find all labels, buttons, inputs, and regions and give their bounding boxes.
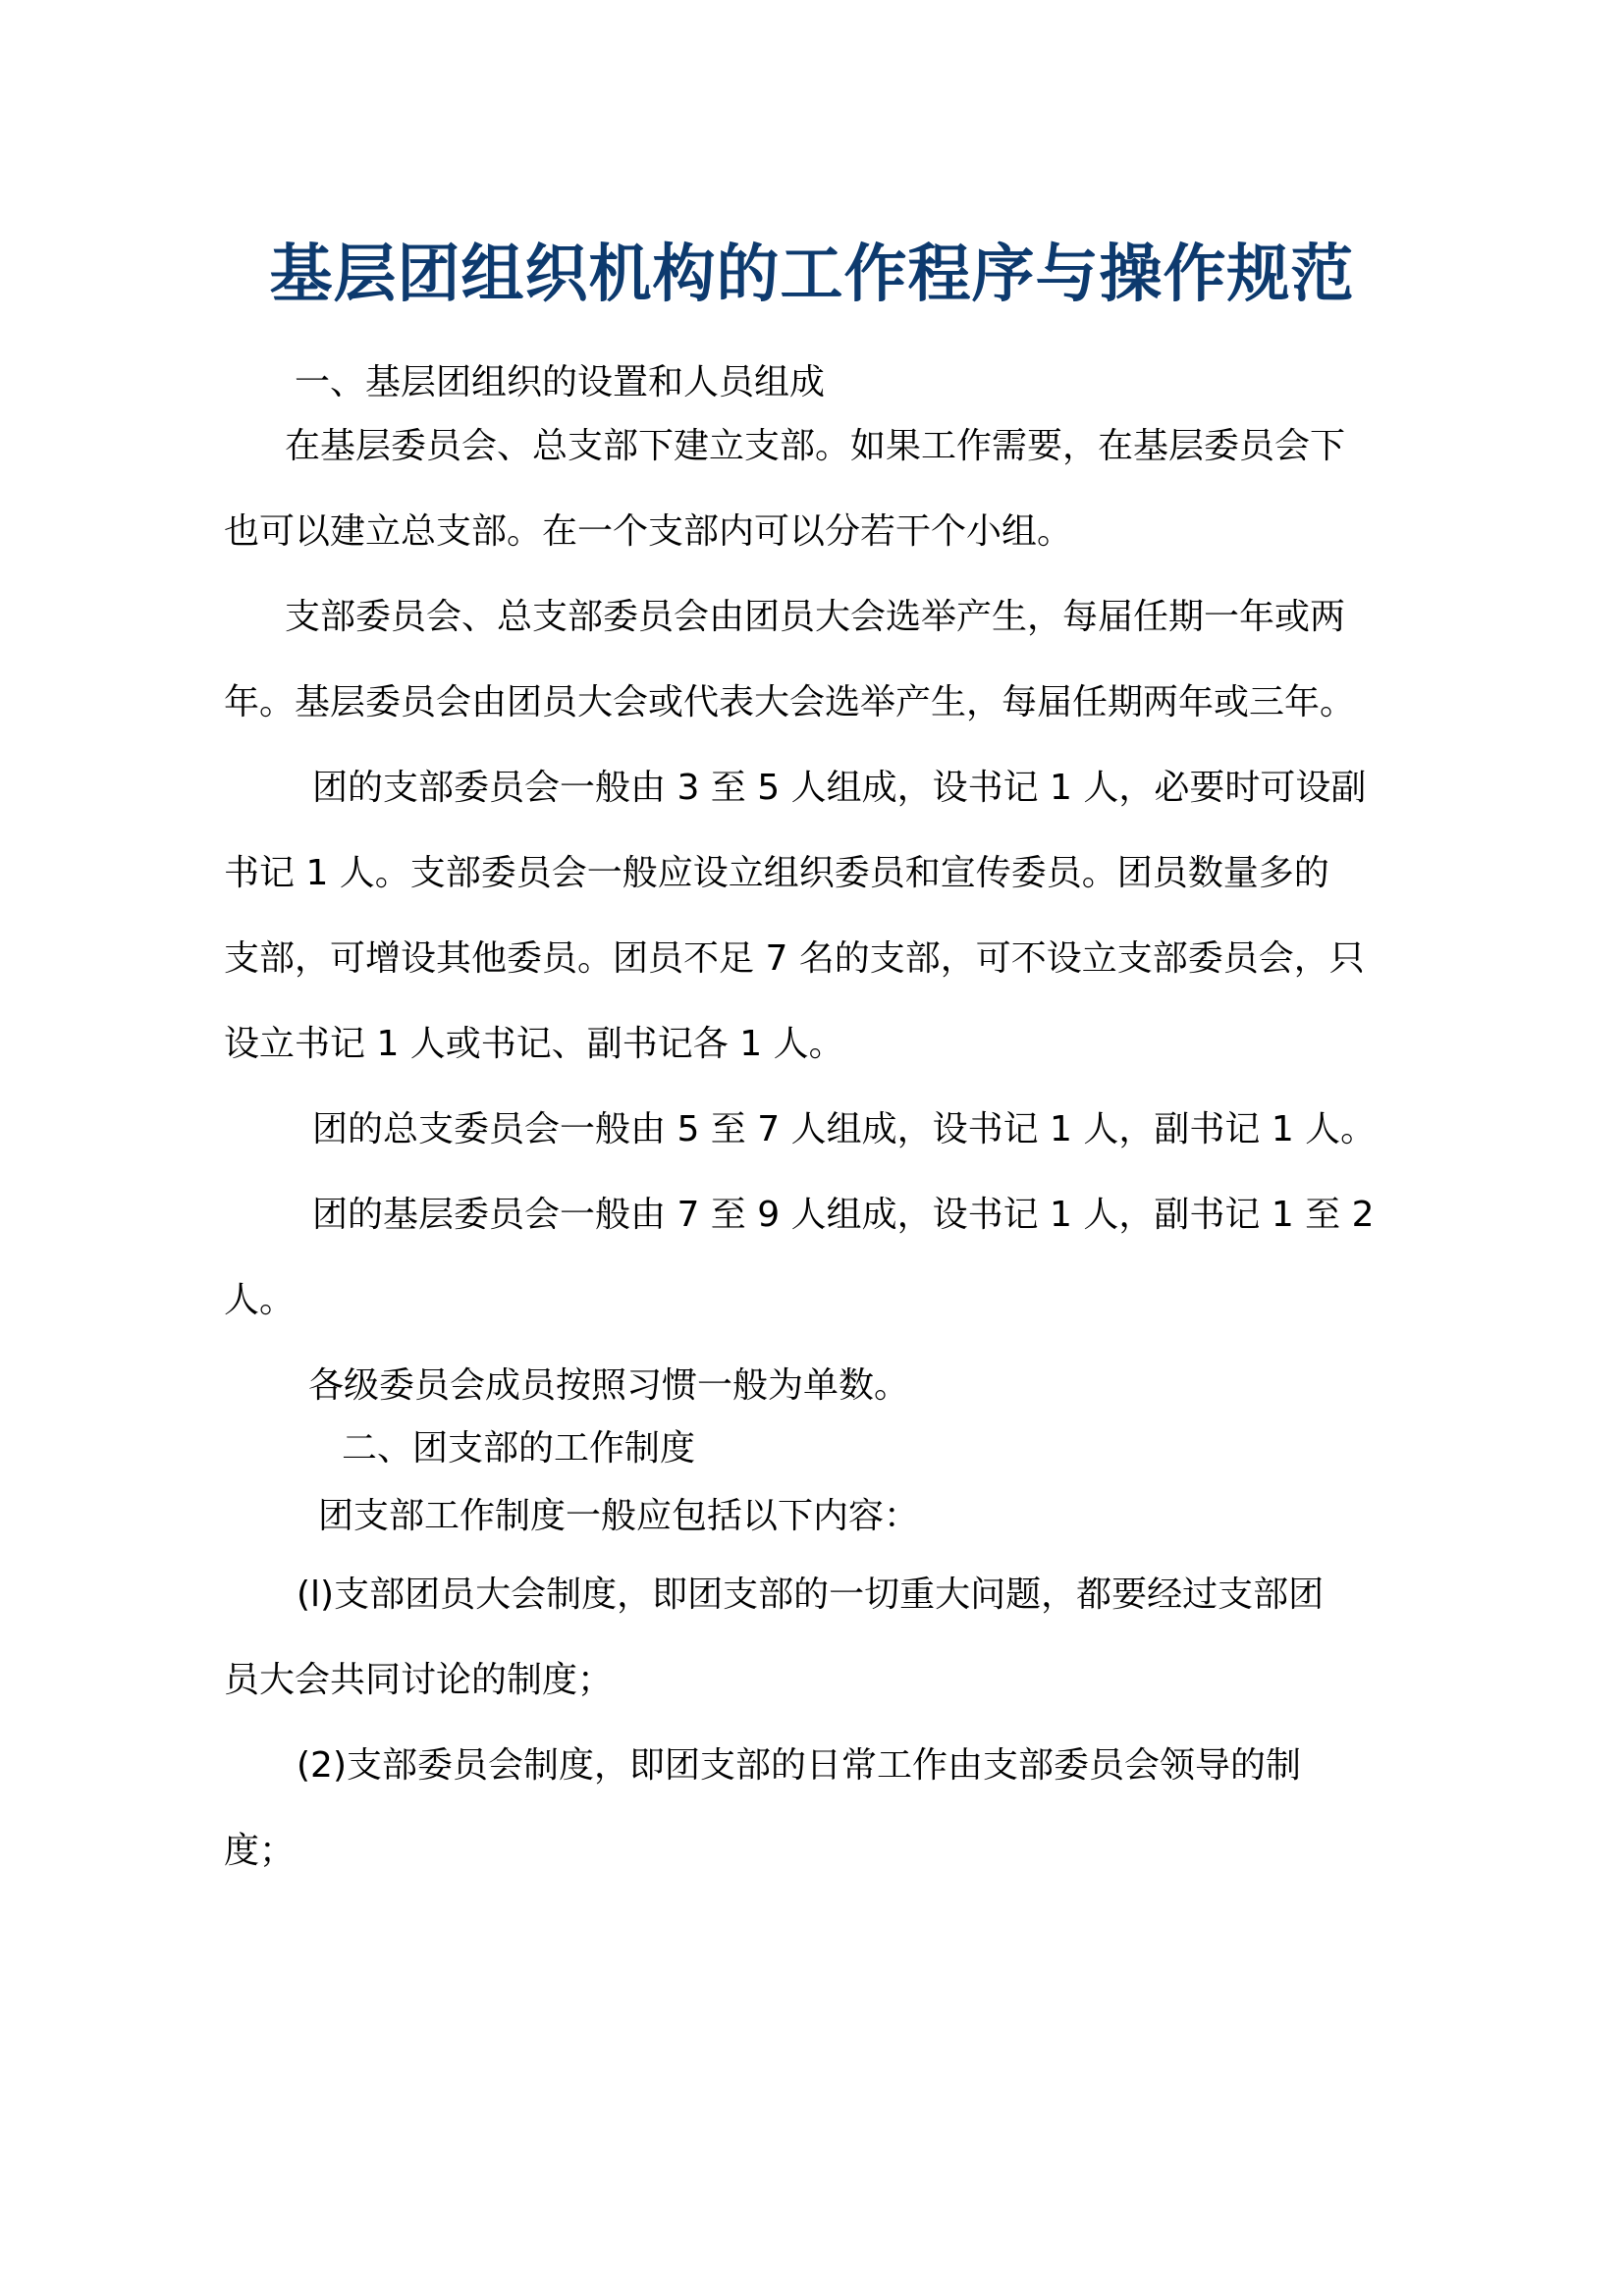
document-title: 基层团组织机构的工作程序与操作规范 xyxy=(269,239,1355,311)
paragraph-line: 各级委员会成员按照习惯一般为单数。 xyxy=(308,1365,910,1406)
paragraph-line: (l)支部团员大会制度，即团支部的一切重大问题，都要经过支部团 xyxy=(297,1575,1325,1615)
paragraph-line: 团支部工作制度一般应包括以下内容： xyxy=(318,1496,920,1536)
section-heading-1: 一、基层团组织的设置和人员组成 xyxy=(295,362,826,402)
paragraph-line: 书记 1 人。支部委员会一般应设立组织委员和宣传委员。团员数量多的 xyxy=(224,853,1329,893)
paragraph-line: 团的总支委员会一般由 5 至 7 人组成，设书记 1 人，副书记 1 人。 xyxy=(312,1109,1377,1149)
paragraph-line: 设立书记 1 人或书记、副书记各 1 人。 xyxy=(224,1024,844,1064)
paragraph-line: 度； xyxy=(224,1831,296,1871)
paragraph-line: 在基层委员会、总支部下建立支部。如果工作需要，在基层委员会下 xyxy=(285,426,1346,466)
paragraph-line: 团的基层委员会一般由 7 至 9 人组成，设书记 1 人，副书记 1 至 2 xyxy=(312,1195,1375,1235)
paragraph-line: 年。基层委员会由团员大会或代表大会选举产生，每届任期两年或三年。 xyxy=(224,682,1356,722)
paragraph-line: 也可以建立总支部。在一个支部内可以分若干个小组。 xyxy=(224,511,1073,552)
paragraph-line: 团的支部委员会一般由 3 至 5 人组成，设书记 1 人，必要时可设副 xyxy=(312,768,1367,808)
paragraph-line: 支部，可增设其他委员。团员不足 7 名的支部，可不设立支部委员会，只 xyxy=(224,938,1365,979)
paragraph-line: 员大会共同讨论的制度； xyxy=(224,1660,614,1700)
paragraph-line: 支部委员会、总支部委员会由团员大会选举产生，每届任期一年或两 xyxy=(285,597,1346,637)
section-heading-2: 二、团支部的工作制度 xyxy=(342,1428,696,1468)
paragraph-line: 人。 xyxy=(224,1280,296,1320)
paragraph-line: (2)支部委员会制度，即团支部的日常工作由支部委员会领导的制 xyxy=(297,1745,1301,1786)
